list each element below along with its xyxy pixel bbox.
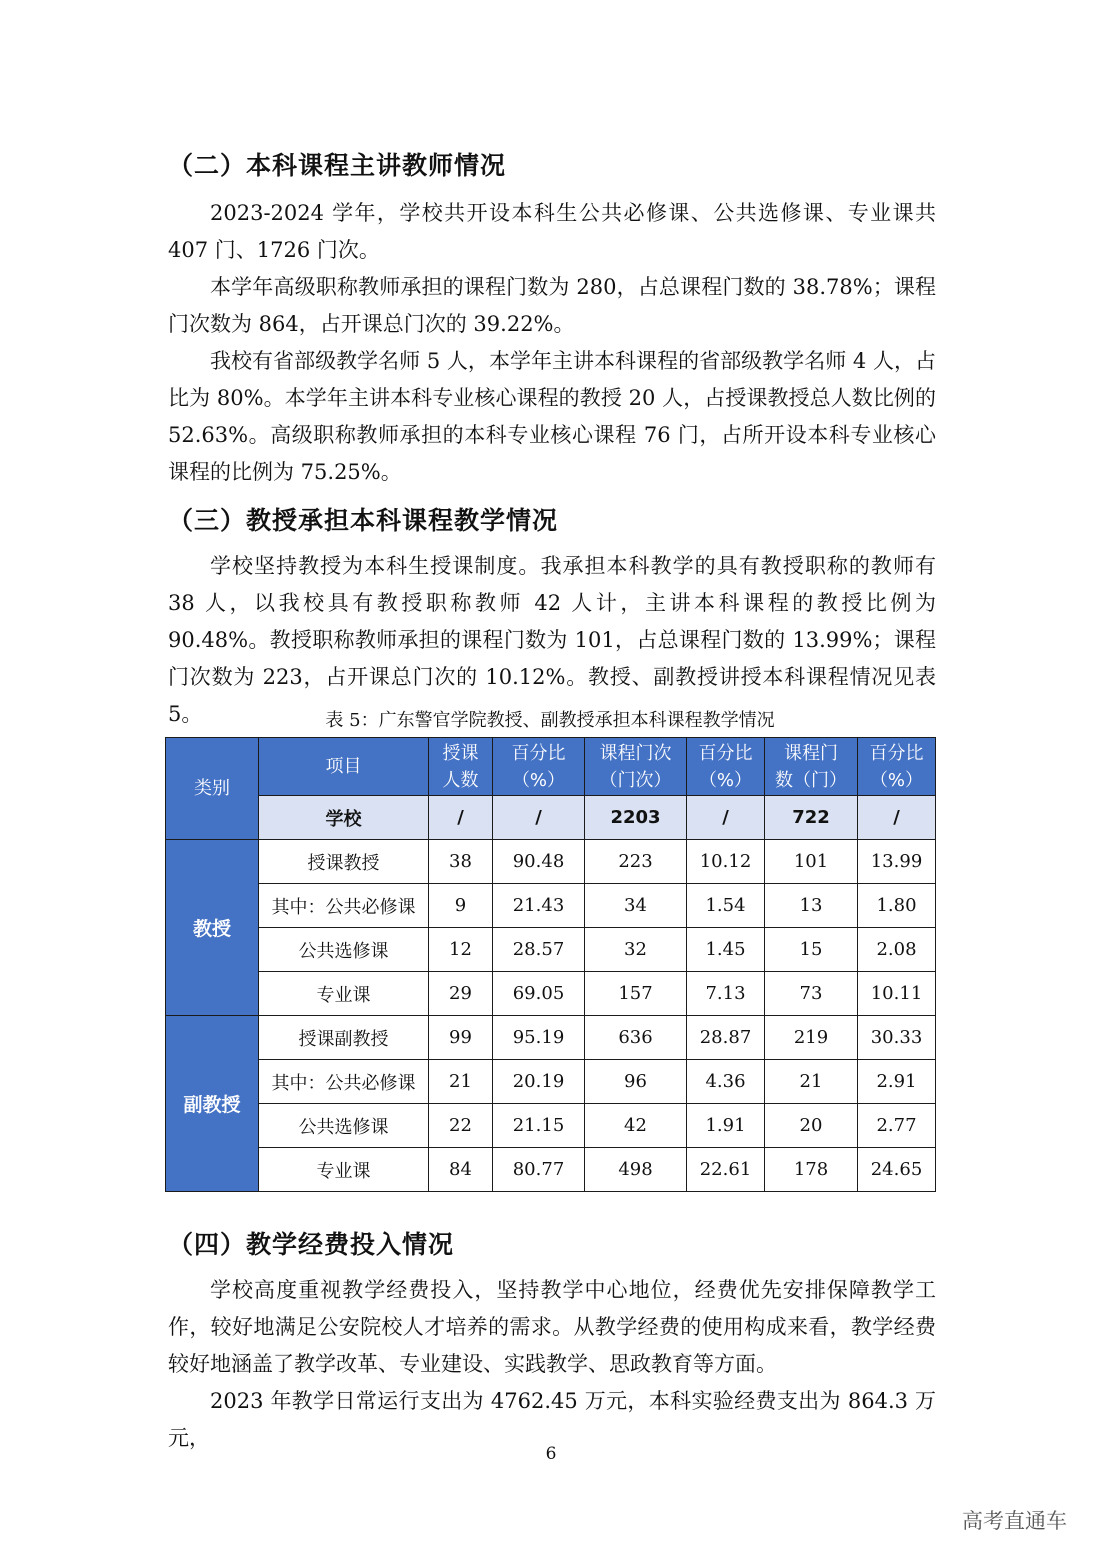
table-row [166, 928, 936, 972]
table-cell: 20.19 [493, 1060, 585, 1104]
table-cell: 1.45 [687, 928, 765, 972]
table-cell: 24.65 [858, 1148, 936, 1192]
table-cell: 2.91 [858, 1060, 936, 1104]
table-cell: 38 [429, 840, 493, 884]
header-courses: 课程门 数（门） [765, 738, 858, 796]
watermark: 高考直通车 [962, 1509, 1067, 1533]
table-row [166, 1060, 936, 1104]
table-cell: 99 [429, 1016, 493, 1060]
section-2-heading: （二）本科课程主讲教师情况 [168, 151, 507, 180]
category-associate-professor: 副教授 [166, 1016, 259, 1192]
section-3-paragraph-1: 学校坚持教授为本科生授课制度。我承担本科教学的具有教授职称的教师有 38 人，以我校具有教授职称教师 42 人计，主讲本科课程的教授比例为 90.48%。教授职称教师承担的课程门数为 101，占总课程门数的 13.99%；课程门次数为 223，占开课总门次的 10.12%。教授、副教授讲授本科课程情况见表 5。 [168, 554, 936, 726]
table-cell: 34 [585, 884, 687, 928]
table-cell: 9 [429, 884, 493, 928]
row-label: 公共选修课 [259, 928, 429, 972]
table-cell: 21.15 [493, 1104, 585, 1148]
section-4-paragraph-1: 学校高度重视教学经费投入，坚持教学中心地位，经费优先安排保障教学工作，较好地满足公安院校人才培养的需求。从教学经费的使用构成来看，教学经费较好地涵盖了教学改革、专业建设、实践教学、思政教育等方面。 [168, 1278, 936, 1376]
table-cell: 84 [429, 1148, 493, 1192]
table-cell: 69.05 [493, 972, 585, 1016]
table-cell: / [429, 796, 493, 840]
table-cell: 4.36 [687, 1060, 765, 1104]
table-cell: 96 [585, 1060, 687, 1104]
table-cell: 29 [429, 972, 493, 1016]
table-cell: 22.61 [687, 1148, 765, 1192]
row-label: 其中：公共必修课 [259, 884, 429, 928]
table-cell: 42 [585, 1104, 687, 1148]
table-row [166, 840, 936, 884]
section-2-paragraph-1: 2023-2024 学年，学校共开设本科生公共必修课、公共选修课、专业课共 407 门、1726 门次。 [168, 201, 936, 262]
table-cell: 15 [765, 928, 858, 972]
page-number: 6 [545, 1444, 557, 1464]
table-cell: 21 [765, 1060, 858, 1104]
table-cell: 32 [585, 928, 687, 972]
table-5-caption: 表 5：广东警官学院教授、副教授承担本科课程教学情况 [325, 710, 775, 731]
table-row-school [166, 796, 936, 840]
table-cell: 21.43 [493, 884, 585, 928]
table-cell: 13.99 [858, 840, 936, 884]
table-row [166, 884, 936, 928]
table-cell: 学校 [259, 796, 429, 840]
table-cell: 498 [585, 1148, 687, 1192]
table-row [166, 972, 936, 1016]
table-cell: 223 [585, 840, 687, 884]
table-cell: 2.77 [858, 1104, 936, 1148]
table-cell: 20 [765, 1104, 858, 1148]
table-cell: 90.48 [493, 840, 585, 884]
header-percent-1: 百分比 （%） [493, 738, 585, 796]
header-category: 类别 [166, 738, 259, 840]
table-row [166, 1148, 936, 1192]
section-2-paragraph-3: 我校有省部级教学名师 5 人，本学年主讲本科课程的省部级教学名师 4 人，占比为 80%。本学年主讲本科专业核心课程的教授 20 人，占授课教授总人数比例的 52.63%。高级职称教师承担的本科专业核心课程 76 门，占所开设本科专业核心课程的比例为 75.25%。 [168, 349, 936, 484]
category-professor: 教授 [166, 840, 259, 1016]
header-percent-2: 百分比 （%） [687, 738, 765, 796]
header-teachers: 授课 人数 [429, 738, 493, 796]
table-cell: 22 [429, 1104, 493, 1148]
table-row [166, 1016, 936, 1060]
header-item: 项目 [259, 738, 429, 796]
row-label: 公共选修课 [259, 1104, 429, 1148]
table-cell: 13 [765, 884, 858, 928]
table-cell: 95.19 [493, 1016, 585, 1060]
table-cell: 21 [429, 1060, 493, 1104]
row-label: 专业课 [259, 972, 429, 1016]
row-label: 授课教授 [259, 840, 429, 884]
section-4-heading: （四）教学经费投入情况 [168, 1230, 455, 1259]
table-cell: 219 [765, 1016, 858, 1060]
section-2-paragraph-2: 本学年高级职称教师承担的课程门数为 280，占总课程门数的 38.78%；课程门次数为 864，占开课总门次的 39.22%。 [168, 275, 936, 336]
table-cell: 10.12 [687, 840, 765, 884]
table-cell: 1.54 [687, 884, 765, 928]
table-cell: / [687, 796, 765, 840]
table-cell: 73 [765, 972, 858, 1016]
table-cell: 101 [765, 840, 858, 884]
section-3-heading: （三）教授承担本科课程教学情况 [168, 506, 559, 535]
table-cell: / [493, 796, 585, 840]
table-header-row [166, 738, 936, 796]
table-cell: 28.57 [493, 928, 585, 972]
header-sessions: 课程门次 （门次） [585, 738, 687, 796]
row-label: 专业课 [259, 1148, 429, 1192]
table-cell: 2.08 [858, 928, 936, 972]
table-cell: 157 [585, 972, 687, 1016]
table-cell: 2203 [585, 796, 687, 840]
table-cell: 12 [429, 928, 493, 972]
table-cell: 30.33 [858, 1016, 936, 1060]
table-cell: 1.91 [687, 1104, 765, 1148]
table-cell: 178 [765, 1148, 858, 1192]
row-label: 其中：公共必修课 [259, 1060, 429, 1104]
table-cell: 722 [765, 796, 858, 840]
table-cell: 28.87 [687, 1016, 765, 1060]
table-5 [165, 737, 936, 1192]
table-cell: 636 [585, 1016, 687, 1060]
table-cell: / [858, 796, 936, 840]
table-row [166, 1104, 936, 1148]
row-label: 授课副教授 [259, 1016, 429, 1060]
table-cell: 10.11 [858, 972, 936, 1016]
table-cell: 1.80 [858, 884, 936, 928]
section-4-paragraph-2: 2023 年教学日常运行支出为 4762.45 万元，本科实验经费支出为 864.3 万元， [168, 1389, 936, 1450]
table-cell: 7.13 [687, 972, 765, 1016]
header-percent-3: 百分比 （%） [858, 738, 936, 796]
table-cell: 80.77 [493, 1148, 585, 1192]
